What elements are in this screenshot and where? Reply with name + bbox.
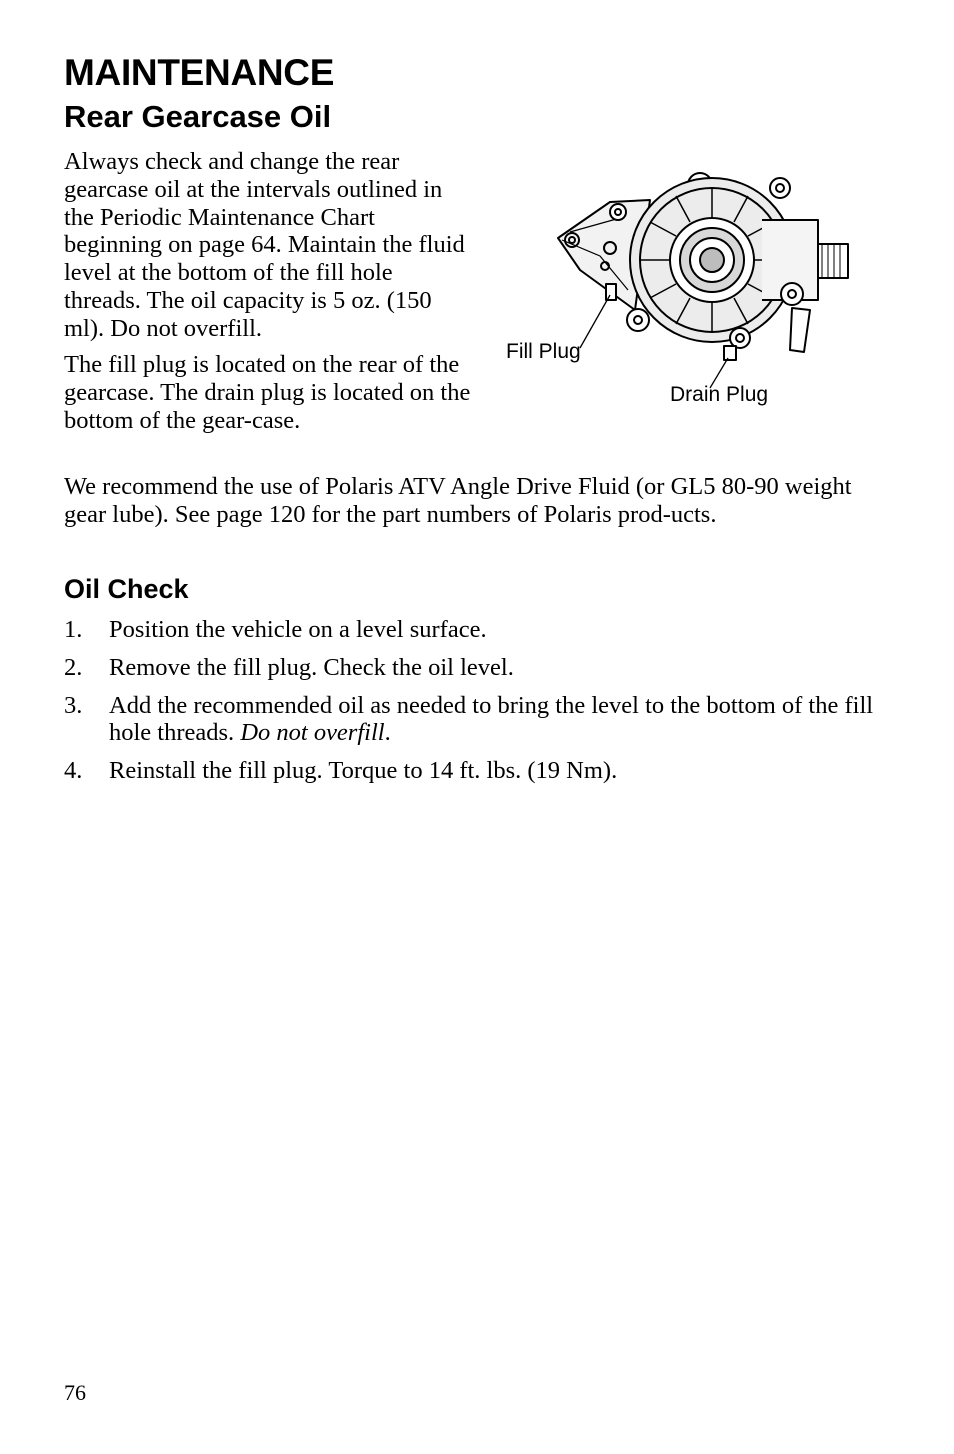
recommendation-paragraph: We recommend the use of Polaris ATV Angle Drive Fluid (or GL5 80-90 weight gear lube). See page 120 for the part numbers of Polaris prod-ucts. [64, 473, 852, 528]
step-text: Remove the fill plug. Check the oil level. [109, 653, 514, 681]
page-heading: Rear Gearcase Oil [64, 99, 332, 134]
step-number: 2. [64, 653, 83, 681]
step-text: Reinstall the fill plug. Torque to 14 ft. lbs. (19 Nm). [109, 757, 618, 785]
step-end: . [384, 719, 391, 747]
step-emphasis: Do not overfill [240, 719, 385, 747]
section-title: MAINTENANCE [64, 52, 335, 93]
step-number: 4. [64, 757, 83, 785]
gearcase-illustration [500, 160, 870, 420]
plug-location-paragraph: The fill plug is located on the rear of the gearcase. The drain plug is located on the bottom of the gear-case. [64, 351, 471, 434]
list-item [64, 692, 874, 748]
intro-text: Always check and change the rear gearcase oil at the intervals outlined in the Periodic Maintenance Chart beginning on page 64. Maintain the fluid level at the bottom of the fill hole threads. The oil capacity is 5 oz. (150 ml). Do not overfill. [64, 148, 465, 342]
step-number: 3. [64, 691, 83, 719]
step-text: Position the vehicle on a level surface. [109, 616, 487, 643]
list-item [64, 654, 874, 682]
intro-paragraph [64, 148, 474, 343]
list-item [64, 616, 874, 644]
step-text: Add the recommended oil as needed to bring the level to the bottom of the fill hole threads. [109, 691, 874, 747]
page-number: 76 [64, 1380, 86, 1405]
oil-check-heading: Oil Check [64, 574, 189, 604]
drain-plug-label: Drain Plug [670, 383, 769, 406]
step-number: 1. [64, 616, 83, 643]
fill-plug-label: Fill Plug [506, 340, 581, 363]
list-item [64, 757, 874, 785]
oil-check-steps [64, 616, 874, 795]
